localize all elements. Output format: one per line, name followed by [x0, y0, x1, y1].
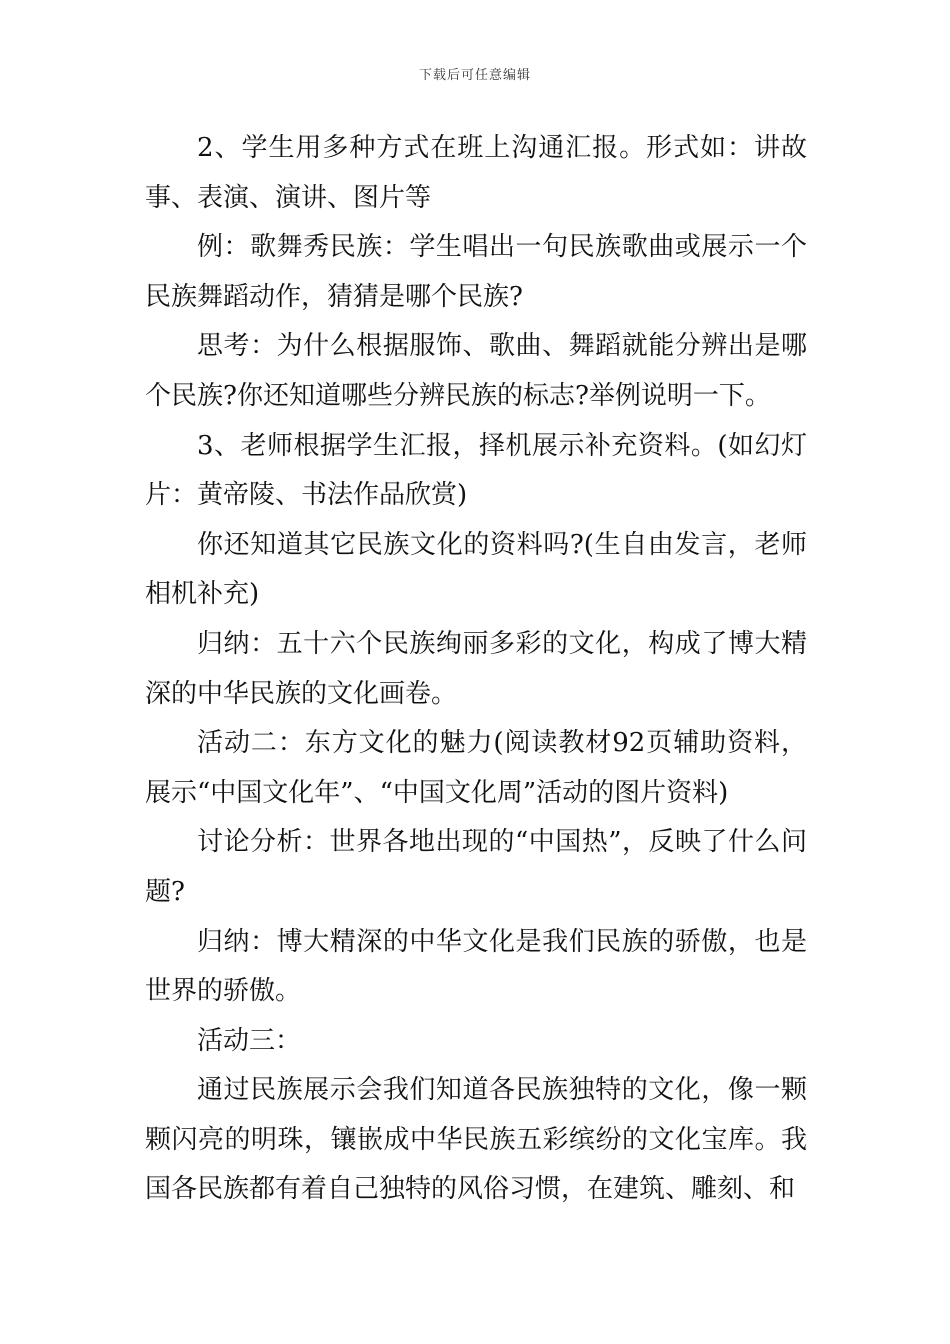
paragraph-think-question: 思考：为什么根据服饰、歌曲、舞蹈就能分辨出是哪个民族?你还知道哪些分辨民族的标志?举例说明一下。 — [145, 331, 807, 411]
paragraph-summary-pride: 归纳：博大精深的中华文化是我们民族的骄傲，也是世界的骄傲。 — [145, 926, 807, 1007]
paragraph-activity-three: 活动三： — [197, 1025, 302, 1056]
paragraph-song-dance-example: 例：歌舞秀民族：学生唱出一句民族歌曲或展示一个民族舞蹈动作，猜猜是哪个民族? — [145, 232, 807, 312]
paragraph-report-forms: 2、学生用多种方式在班上沟通汇报。形式如：讲故事、表演、演讲、图片等 — [145, 133, 807, 213]
paragraph-teacher-materials: 3、老师根据学生汇报，择机展示补充资料。(如幻灯片：黄帝陵、书法作品欣赏) — [145, 430, 807, 511]
paragraph-other-culture: 你还知道其它民族文化的资料吗?(生自由发言，老师相机补充) — [145, 529, 807, 610]
document-body — [145, 124, 807, 1215]
paragraph-customs: 通过民族展示会我们知道各民族独特的文化，像一颗颗闪亮的明珠，镶嵌成中华民族五彩缤纷的文化宝库。我国各民族都有着自己独特的风俗习惯，在建筑、雕刻、和 — [145, 1075, 807, 1205]
paragraph-summary-culture: 归纳：五十六个民族绚丽多彩的文化，构成了博大精深的中华民族的文化画卷。 — [145, 628, 807, 709]
page-header: 下载后可任意编辑 — [418, 68, 531, 83]
paragraph-discussion: 讨论分析：世界各地出现的“中国热”，反映了什么问题? — [145, 827, 807, 907]
paragraph-activity-two: 活动二：东方文化的魅力(阅读教材92页辅助资料，展示“中国文化年”、“中国文化周”活动的图片资料) — [145, 728, 807, 808]
